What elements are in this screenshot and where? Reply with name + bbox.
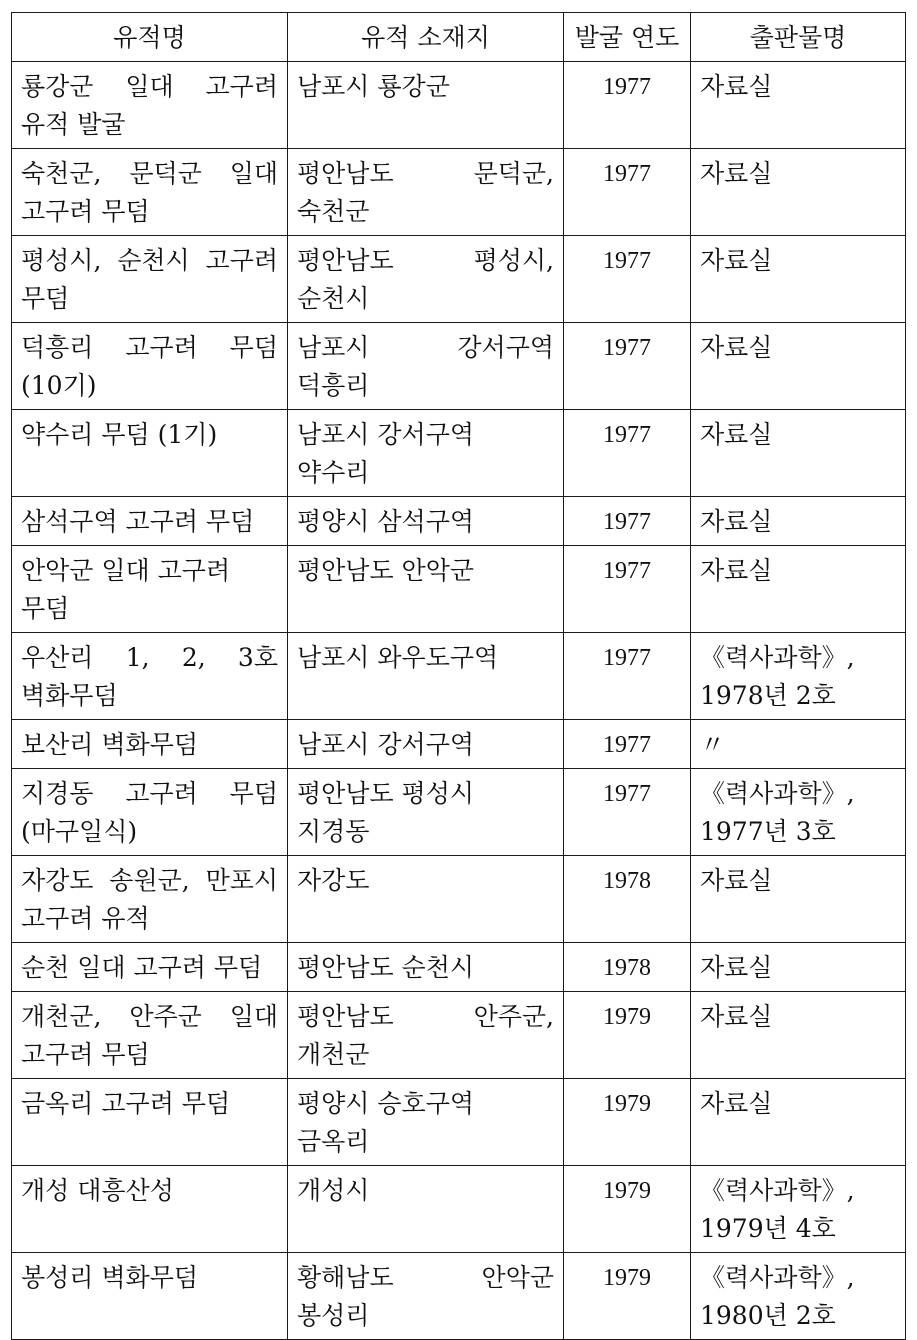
table-row (12, 497, 906, 546)
cell-site-name: 개성 대흥산성 (12, 1166, 288, 1253)
cell-publication: 《력사과학》, 1978년 2호 (691, 633, 906, 720)
table-row (12, 769, 906, 856)
header-site-name: 유적명 (12, 13, 288, 62)
table-row (12, 1079, 906, 1166)
cell-site-location: 평안남도 안주군, 개천군 (288, 992, 564, 1079)
cell-publication: 자료실 (691, 410, 906, 497)
header-site-location: 유적 소재지 (288, 13, 564, 62)
cell-publication: 자료실 (691, 497, 906, 546)
cell-site-name: 지경동 고구려 무덤 (마구일식) (12, 769, 288, 856)
table-row (12, 62, 906, 149)
cell-site-location: 평안남도 평성시, 순천시 (288, 236, 564, 323)
cell-site-location: 평안남도 문덕군, 숙천군 (288, 149, 564, 236)
cell-excavation-year: 1977 (564, 720, 691, 769)
header-row (12, 13, 906, 62)
cell-excavation-year: 1979 (564, 1166, 691, 1253)
cell-site-location: 평양시 승호구역 금옥리 (288, 1079, 564, 1166)
table-row (12, 992, 906, 1079)
cell-publication: 《력사과학》, 1980년 2호 (691, 1253, 906, 1340)
cell-site-name: 자강도 송원군, 만포시 고구려 유적 (12, 856, 288, 943)
table-row (12, 323, 906, 410)
header-excavation-year: 발굴 연도 (564, 13, 691, 62)
cell-site-location: 남포시 룡강군 (288, 62, 564, 149)
cell-excavation-year: 1978 (564, 943, 691, 992)
cell-excavation-year: 1977 (564, 323, 691, 410)
cell-publication: 〃 (691, 720, 906, 769)
cell-publication: 자료실 (691, 62, 906, 149)
cell-publication: 자료실 (691, 943, 906, 992)
table-row (12, 1166, 906, 1253)
table-row (12, 633, 906, 720)
cell-site-name: 덕흥리 고구려 무덤 (10기) (12, 323, 288, 410)
cell-excavation-year: 1979 (564, 992, 691, 1079)
cell-site-name: 우산리 1, 2, 3호 벽화무덤 (12, 633, 288, 720)
cell-site-location: 남포시 와우도구역 (288, 633, 564, 720)
table-row (12, 410, 906, 497)
cell-site-location: 평안남도 평성시 지경동 (288, 769, 564, 856)
cell-excavation-year: 1977 (564, 546, 691, 633)
cell-publication: 자료실 (691, 1079, 906, 1166)
cell-publication: 《력사과학》, 1979년 4호 (691, 1166, 906, 1253)
cell-site-name: 약수리 무덤 (1기) (12, 410, 288, 497)
cell-publication: 《력사과학》, 1977년 3호 (691, 769, 906, 856)
cell-excavation-year: 1978 (564, 856, 691, 943)
table-row (12, 149, 906, 236)
table-row (12, 236, 906, 323)
cell-site-location: 평양시 삼석구역 (288, 497, 564, 546)
cell-publication: 자료실 (691, 856, 906, 943)
cell-site-name: 삼석구역 고구려 무덤 (12, 497, 288, 546)
cell-publication: 자료실 (691, 236, 906, 323)
cell-site-location: 황해남도 안악군 봉성리 (288, 1253, 564, 1340)
excavation-table (11, 12, 906, 1340)
cell-site-name: 룡강군 일대 고구려 유적 발굴 (12, 62, 288, 149)
cell-excavation-year: 1977 (564, 236, 691, 323)
cell-publication: 자료실 (691, 992, 906, 1079)
cell-excavation-year: 1977 (564, 769, 691, 856)
cell-excavation-year: 1979 (564, 1079, 691, 1166)
table-row (12, 546, 906, 633)
cell-site-name: 금옥리 고구려 무덤 (12, 1079, 288, 1166)
table-row (12, 943, 906, 992)
table-row (12, 1253, 906, 1340)
cell-publication: 자료실 (691, 546, 906, 633)
cell-site-name: 평성시, 순천시 고구려 무덤 (12, 236, 288, 323)
header-publication: 출판물명 (691, 13, 906, 62)
cell-site-name: 개천군, 안주군 일대 고구려 무덤 (12, 992, 288, 1079)
cell-site-location: 남포시 강서구역 덕흥리 (288, 323, 564, 410)
cell-excavation-year: 1979 (564, 1253, 691, 1340)
table-row (12, 720, 906, 769)
cell-site-name: 안악군 일대 고구려 무덤 (12, 546, 288, 633)
cell-site-location: 자강도 (288, 856, 564, 943)
cell-publication: 자료실 (691, 323, 906, 410)
cell-site-name: 봉성리 벽화무덤 (12, 1253, 288, 1340)
cell-excavation-year: 1977 (564, 410, 691, 497)
cell-site-location: 남포시 강서구역 (288, 720, 564, 769)
cell-site-name: 보산리 벽화무덤 (12, 720, 288, 769)
cell-excavation-year: 1977 (564, 149, 691, 236)
cell-site-name: 순천 일대 고구려 무덤 (12, 943, 288, 992)
cell-excavation-year: 1977 (564, 62, 691, 149)
cell-site-location: 평안남도 순천시 (288, 943, 564, 992)
cell-site-location: 남포시 강서구역 약수리 (288, 410, 564, 497)
cell-site-location: 개성시 (288, 1166, 564, 1253)
table-row (12, 856, 906, 943)
cell-site-name: 숙천군, 문덕군 일대 고구려 무덤 (12, 149, 288, 236)
cell-excavation-year: 1977 (564, 497, 691, 546)
cell-excavation-year: 1977 (564, 633, 691, 720)
cell-publication: 자료실 (691, 149, 906, 236)
cell-site-location: 평안남도 안악군 (288, 546, 564, 633)
